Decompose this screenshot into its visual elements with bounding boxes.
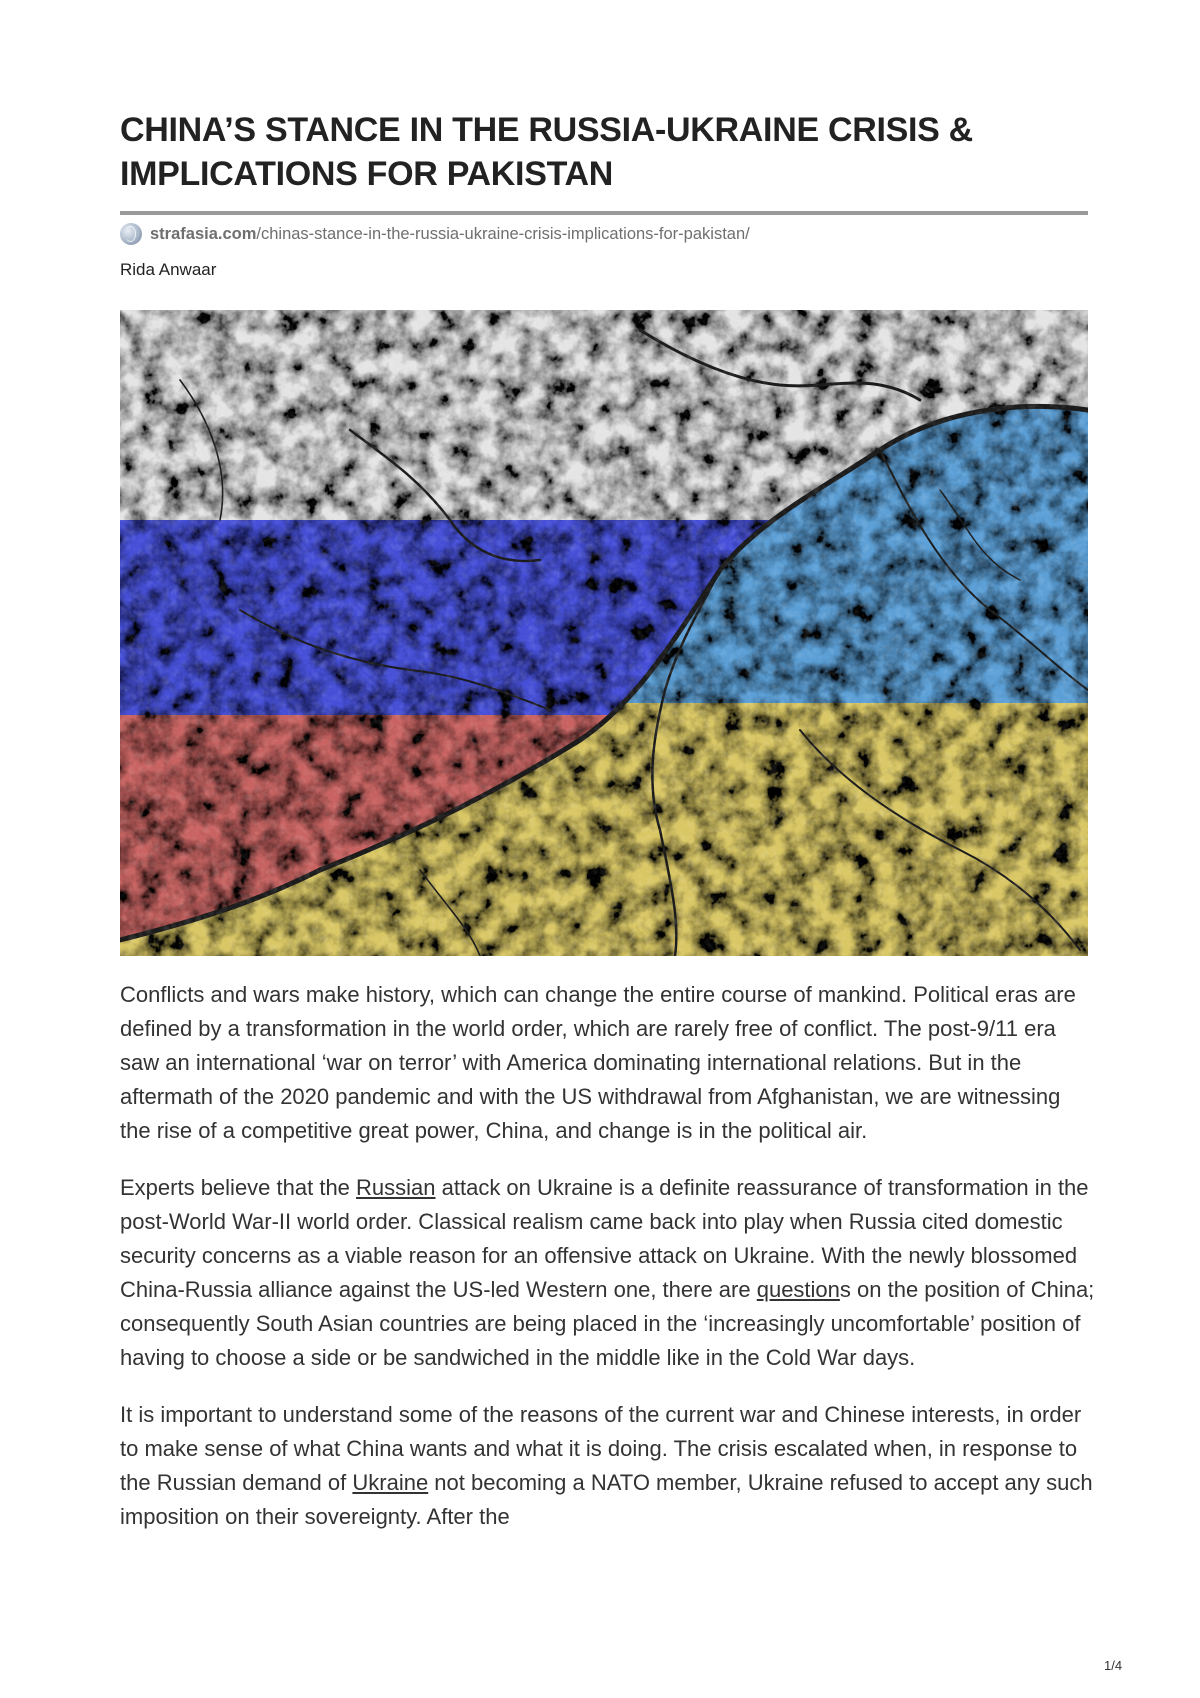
source-path: /chinas-stance-in-the-russia-ukraine-crisis-implications-for-pakistan/ [256,224,750,243]
paragraph-text: s on the position of China; consequently South Asian countries are being placed in the ‘increasingly uncomfortable’ position of having to choose a side or be sandwiched in the middle like in the Cold War days. [120,1277,1095,1370]
hero-image [120,310,1088,956]
source-line [120,222,750,246]
ukraine-link[interactable]: Ukraine [352,1470,429,1495]
paragraph-3 [120,1398,1095,1534]
source-url[interactable] [150,225,750,244]
paragraph-text: Conflicts and wars make history, which can change the entire course of mankind. Political eras are defined by a transformation in the world order, which are rarely free of conflict. The post-9/11 era saw an international ‘war on terror’ with America dominating international relations. But in the aftermath of the 2020 pandemic and with the US withdrawal from Afghanistan, we are witnessing the rise of a competitive great power, China, and change is in the political air. [120,982,1076,1143]
article-body [120,978,1095,1557]
russian-link[interactable]: Russian [356,1175,436,1200]
paragraph-text: Experts believe that the [120,1175,357,1200]
title-divider [120,211,1088,215]
question-link[interactable]: question [756,1277,840,1302]
paragraph-text: not becoming a NATO member, Ukraine refused to accept any such imposition on their sovereignty. After the [120,1470,1093,1529]
article-author: Rida Anwaar [120,260,217,279]
globe-icon [120,223,142,245]
article-title: CHINA’S STANCE IN THE RUSSIA-UKRAINE CRISIS & IMPLICATIONS FOR PAKISTAN [120,111,973,193]
paragraph-1 [120,978,1095,1148]
source-domain: strafasia.com [150,224,257,243]
paragraph-text: attack on Ukraine is a definite reassurance of transformation in the post-World War-II world order. Classical realism came back into play when Russia cited domestic security concerns as a viable reason for an offensive attack on Ukraine. With the newly blossomed China-Russia alliance against the US-led Western one, there are [120,1175,1089,1302]
texture-overlay [120,310,1088,956]
page-number: 1/4 [1104,1658,1123,1673]
cracked-flags-image [120,310,1088,956]
paragraph-text: It is important to understand some of the reasons of the current war and Chinese interests, in order to make sense of what China wants and what it is doing. The crisis escalated when, in response to the Russian demand of [120,1402,1082,1495]
paragraph-2 [120,1171,1095,1375]
